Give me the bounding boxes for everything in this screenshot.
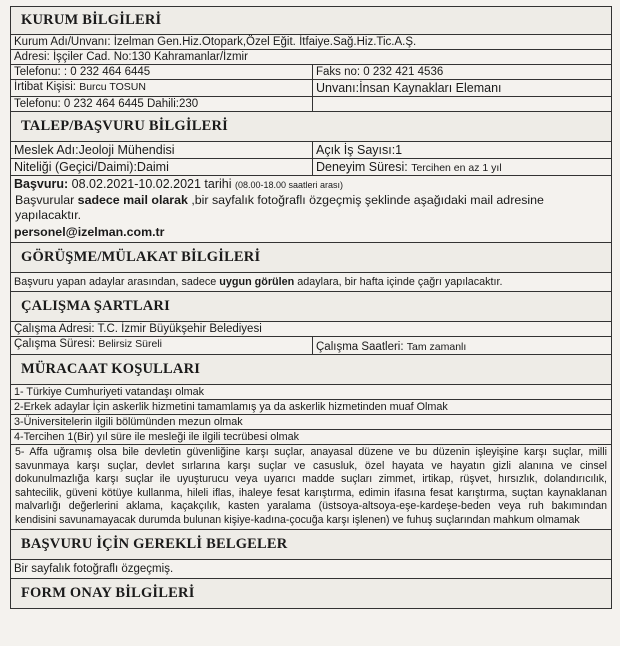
belgeler-section-title: BAŞVURU İÇİN GEREKLİ BELGELER (10, 530, 612, 560)
telefon-faks-row (10, 65, 612, 80)
meslek-adi: Meslek Adı:Jeoloji Mühendisi (11, 142, 313, 158)
calisma-suresi (11, 337, 313, 354)
muracaat-item-text: 3-Üniversitelerin ilgili bölümünden mezun olmak (14, 416, 243, 428)
muracaat-item-text: 5- Affa uğramış olsa bile devletin güvenliğine karşı suçlar, anayasal düzene ve bu düzenin işleyişine karşı suçlar, milli savunmaya karşı suçlar, devlet sırlarına karşı suçlar ve casusluk, özel hayata ve hayatın gizli alanına ve cinsel dokunulmazlığa karşı suçlar ile uyuşturucu veya uyarıcı madde suçları zimmet, irtikap, rüşvet, hırsızlık, dolandırıcılık, sahtecilik, güveni kötüye kullanma, hileli iflas, ihaleye fesat karıştırma, edimin ifasına fesat karıştırma, suçtan kaynaklanan malvarlığı değerlerini aklama, kaçakçılık, kasten yaralama (üstsoya-altsoya-eşe-kardeşe-beden veya ruh bakımından kendisini savunamayacak durumda bulunan kişiye-kadına-çocuğa karşı işlenen) ve fuhuş suçlarından mahkum olmamak (15, 446, 607, 526)
irtibat-kisi (11, 80, 313, 96)
muracaat-item-4 (10, 430, 612, 445)
muracaat-item-text: 2-Erkek adaylar İçin askerlik hizmetini tamamlamış ya da askerlik hizmetinden muaf Olmak (14, 401, 448, 413)
calisma-adres-row (10, 322, 612, 337)
kurum-telefon2: Telefonu: 0 232 464 6445 Dahili:230 (11, 97, 313, 111)
telefon2-row (10, 97, 612, 112)
gorusme-bold: uygun görülen (219, 276, 295, 288)
gorusme-row (10, 273, 612, 292)
form-section-title: FORM ONAY BİLGİLERİ (10, 579, 612, 609)
irtibat-label: İrtibat Kişisi: (14, 81, 80, 93)
basvuru-mail-info (11, 192, 611, 224)
mail-post: ,bir sayfalık fotoğraflı özgeçmiş şeklinde aşağıdaki mail adresine yapılacaktır. (15, 193, 544, 222)
meslek-row (10, 142, 612, 159)
muracaat-section-title: MÜRACAAT KOŞULLARI (10, 355, 612, 385)
basvuru-label: Başvuru: (14, 177, 69, 191)
basvuru-row (10, 176, 612, 243)
niteligi: Niteliği (Geçici/Daimi):Daimi (11, 159, 313, 175)
muracaat-item-1 (10, 385, 612, 400)
calisma-sure-row (10, 337, 612, 355)
basvuru-dates (11, 176, 611, 192)
calisma-adresi: Çalışma Adresi: T.C. İzmir Büyükşehir Belediyesi (14, 323, 262, 335)
gorusme-post: adaylara, bir hafta içinde çağrı yapılacaktır. (294, 276, 503, 288)
kurum-adres-row (10, 50, 612, 65)
deneyim (313, 159, 611, 175)
nitelik-row (10, 159, 612, 176)
mail-pre: Başvurular (15, 193, 78, 207)
form-page (10, 0, 612, 609)
irtibat-row (10, 80, 612, 97)
irtibat-unvan: Unvanı:İnsan Kaynakları Elemanı (316, 81, 502, 95)
kurum-adi: Kurum Adı/Unvanı: İzelman Gen.Hiz.Otopark,Özel Eğit. İtfaiye.Sağ.Hiz.Tic.A.Ş. (14, 36, 417, 48)
kurum-section-title: KURUM BİLGİLERİ (10, 6, 612, 35)
belgeler-text: Bir sayfalık fotoğraflı özgeçmiş. (14, 562, 174, 575)
saat-value: Tam zamanlı (406, 341, 467, 353)
gorusme-pre: Başvuru yapan adaylar arasından, sadece (14, 276, 220, 288)
mail-bold: sadece mail olarak (77, 193, 188, 207)
acik-is-sayisi: Açık İş Sayısı:1 (316, 143, 403, 157)
talep-section-title: TALEP/BAŞVURU BİLGİLERİ (10, 112, 612, 142)
muracaat-item-text: 1- Türkiye Cumhuriyeti vatandaşı olmak (14, 386, 205, 398)
sure-value: Belirsiz Süreli (98, 338, 162, 350)
kurum-adi-row (10, 35, 612, 50)
calisma-section-title: ÇALIŞMA ŞARTLARI (10, 292, 612, 322)
basvuru-tarih: 08.02.2021-10.02.2021 tarihi (68, 177, 235, 191)
calisma-saatleri (313, 337, 611, 354)
gorusme-section-title: GÖRÜŞME/MÜLAKAT BİLGİLERİ (10, 243, 612, 273)
irtibat-value: Burcu TOSUN (79, 81, 146, 93)
belgeler-row (10, 560, 612, 579)
kurum-adres: Adresi: İşçiler Cad. No:130 Kahramanlar/İzmir (14, 51, 248, 63)
gorusme-text (11, 273, 611, 291)
muracaat-item-3 (10, 415, 612, 430)
sure-label: Çalışma Süresi: (14, 338, 99, 350)
basvuru-saat: (08.00-18.00 saatleri arası) (234, 180, 344, 190)
kurum-telefon: Telefonu: : 0 232 464 6445 (11, 65, 313, 79)
deneyim-label: Deneyim Süresi: (316, 160, 412, 174)
muracaat-item-text: 4-Tercihen 1(Bir) yıl süre ile mesleği ile ilgili tecrübesi olmak (14, 431, 300, 443)
empty-cell (313, 97, 611, 111)
kurum-faks: Faks no: 0 232 421 4536 (316, 66, 444, 78)
saat-label: Çalışma Saatleri: (316, 341, 407, 353)
deneyim-value: Tercihen en az 1 yıl (411, 162, 502, 174)
muracaat-item-5 (10, 445, 612, 530)
muracaat-item-2 (10, 400, 612, 415)
email-link[interactable]: personel@izelman.com.tr (14, 225, 165, 239)
